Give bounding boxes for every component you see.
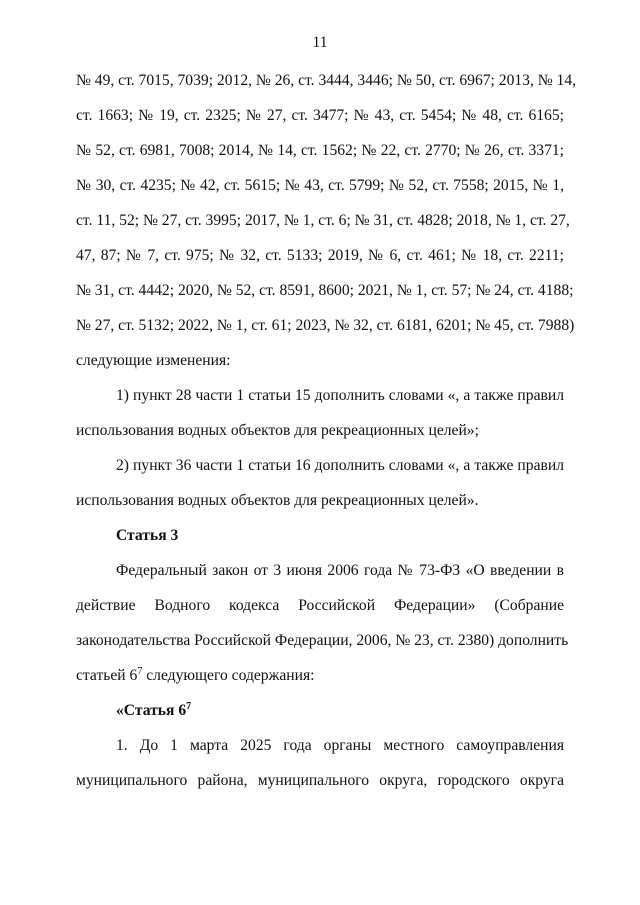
article-3-last-text: статьей 6	[76, 667, 138, 684]
article-3-last-text-tail: следующего содержания:	[142, 667, 315, 684]
text-line: ст. 11, 52; № 27, ст. 3995; 2017, № 1, ст. 6; № 31, ст. 4828; 2018, № 1, ст. 27,	[76, 212, 570, 229]
article-6-heading-text: «Статья 6	[116, 702, 187, 719]
article-6-heading	[76, 702, 564, 720]
list-item-2-line: использования водных объектов для рекреационных целей».	[76, 492, 479, 509]
superscript: 7	[186, 701, 192, 712]
superscript: 7	[137, 666, 143, 677]
article-3-heading: Статья 3	[116, 527, 179, 544]
article-3-line: законодательства Российской Федерации, 2006, № 23, ст. 2380) дополнить	[76, 632, 569, 649]
text-line: ст. 1663; № 19, ст. 2325; № 27, ст. 3477; № 43, ст. 5454; № 48, ст. 6165;	[76, 107, 564, 124]
list-item-1-line: 1) пункт 28 части 1 статьи 15 дополнить словами «, а также правил	[116, 387, 564, 404]
article-3-line: действие Водного кодекса Российской Федерации» (Собрание	[76, 597, 564, 614]
page-number: 11	[312, 34, 328, 51]
article-3-line: Федеральный закон от 3 июня 2006 года № 73-ФЗ «О введении в	[116, 562, 564, 579]
text-line: № 49, ст. 7015, 7039; 2012, № 26, ст. 3444, 3446; № 50, ст. 6967; 2013, № 14,	[76, 72, 577, 89]
point-1-line: 1. До 1 марта 2025 года органы местного самоуправления	[116, 737, 564, 754]
text-line: следующие изменения:	[76, 352, 231, 369]
article-3-line	[76, 667, 564, 685]
list-item-1-line: использования водных объектов для рекреационных целей»;	[76, 422, 479, 439]
document-body	[76, 72, 577, 790]
text-line: № 27, ст. 5132; 2022, № 1, ст. 61; 2023, № 32, ст. 6181, 6201; № 45, ст. 7988)	[76, 317, 575, 334]
text-line: 47, 87; № 7, ст. 975; № 32, ст. 5133; 2019, № 6, ст. 461; № 18, ст. 2211;	[76, 247, 564, 264]
text-line: № 31, ст. 4442; 2020, № 52, ст. 8591, 8600; 2021, № 1, ст. 57; № 24, ст. 4188;	[76, 282, 574, 299]
text-line: № 52, ст. 6981, 7008; 2014, № 14, ст. 1562; № 22, ст. 2770; № 26, ст. 3371;	[76, 142, 564, 159]
point-1-line: муниципального района, муниципального округа, городского округа	[76, 772, 564, 789]
list-item-2-line: 2) пункт 36 части 1 статьи 16 дополнить словами «, а также правил	[116, 457, 564, 474]
text-line: № 30, ст. 4235; № 42, ст. 5615; № 43, ст. 5799; № 52, ст. 7558; 2015, № 1,	[76, 177, 564, 194]
